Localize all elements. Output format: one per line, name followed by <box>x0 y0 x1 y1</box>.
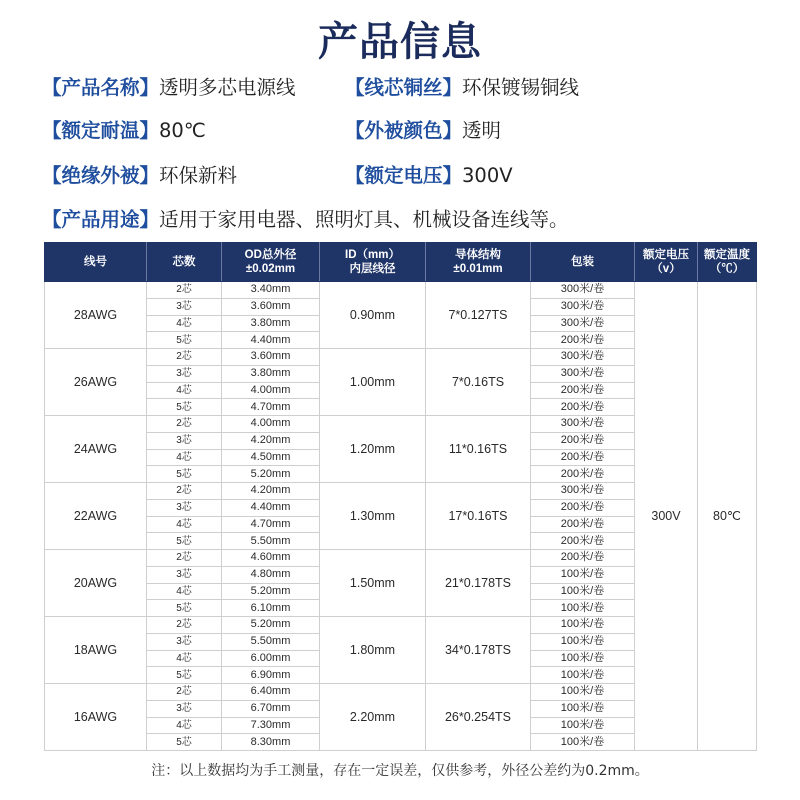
inner-diameter-cell: 1.50mm <box>320 550 426 617</box>
packing-cell: 200米/卷 <box>531 332 635 349</box>
packing-cell: 200米/卷 <box>531 449 635 466</box>
header-cores <box>147 243 222 282</box>
od-cell: 4.00mm <box>222 382 320 399</box>
header-packing <box>531 243 635 282</box>
packing-cell: 200米/卷 <box>531 550 635 567</box>
od-cell: 4.20mm <box>222 432 320 449</box>
cores-cell: 5芯 <box>147 466 222 483</box>
od-cell: 4.00mm <box>222 416 320 433</box>
gauge-cell: 22AWG <box>45 483 147 550</box>
packing-cell: 200米/卷 <box>531 516 635 533</box>
insulation-item <box>42 164 237 188</box>
header-conductor-tolerance: ±0.01mm <box>453 263 503 275</box>
cores-cell: 4芯 <box>147 382 222 399</box>
rated-temperature-cell: 80℃ <box>698 282 757 751</box>
conductor-cell: 7*0.127TS <box>426 282 531 349</box>
packing-cell: 200米/卷 <box>531 466 635 483</box>
cores-cell: 4芯 <box>147 650 222 667</box>
header-od <box>222 243 320 282</box>
packing-cell: 200米/卷 <box>531 382 635 399</box>
core-wire-value: 环保镀锡铜线 <box>462 76 580 99</box>
cores-cell: 5芯 <box>147 734 222 751</box>
od-cell: 4.50mm <box>222 449 320 466</box>
inner-diameter-cell: 1.80mm <box>320 617 426 684</box>
header-rated-voltage <box>635 243 698 282</box>
cores-cell: 3芯 <box>147 499 222 516</box>
cores-cell: 5芯 <box>147 533 222 550</box>
header-gauge-text: 线号 <box>84 256 107 268</box>
packing-cell: 200米/卷 <box>531 432 635 449</box>
packing-cell: 300米/卷 <box>531 416 635 433</box>
od-cell: 4.80mm <box>222 566 320 583</box>
packing-cell: 100米/卷 <box>531 617 635 634</box>
conductor-cell: 21*0.178TS <box>426 550 531 617</box>
gauge-cell: 16AWG <box>45 684 147 751</box>
cores-cell: 4芯 <box>147 315 222 332</box>
footnote: 注：以上数据均为手工测量，存在一定误差，仅供参考，外径公差约为0.2mm。 <box>151 763 649 779</box>
header-od-text: OD总外径 <box>244 249 297 261</box>
rated-voltage-item <box>345 164 513 188</box>
od-cell: 4.40mm <box>222 499 320 516</box>
packing-cell: 100米/卷 <box>531 633 635 650</box>
packing-cell: 300米/卷 <box>531 365 635 382</box>
inner-diameter-cell: 1.20mm <box>320 416 426 483</box>
cores-cell: 3芯 <box>147 700 222 717</box>
header-cores-text: 芯数 <box>172 256 196 268</box>
conductor-cell: 11*0.16TS <box>426 416 531 483</box>
cores-cell: 3芯 <box>147 566 222 583</box>
product-name-label: 【产品名称】 <box>42 76 160 99</box>
table-header-row <box>45 243 757 282</box>
sheath-color-value: 透明 <box>462 119 502 142</box>
packing-cell: 300米/卷 <box>531 349 635 366</box>
packing-cell: 100米/卷 <box>531 734 635 751</box>
packing-cell: 300米/卷 <box>531 282 635 299</box>
cores-cell: 5芯 <box>147 667 222 684</box>
header-packing-text: 包装 <box>571 256 594 268</box>
insulation-label: 【绝缘外被】 <box>42 164 160 187</box>
spec-table-body <box>45 282 757 751</box>
od-cell: 7.30mm <box>222 717 320 734</box>
cores-cell: 3芯 <box>147 633 222 650</box>
header-rated-temperature-unit: （℃） <box>709 263 745 275</box>
conductor-cell: 17*0.16TS <box>426 483 531 550</box>
packing-cell: 200米/卷 <box>531 499 635 516</box>
rated-heat-value: 80℃ <box>159 119 206 142</box>
conductor-cell: 26*0.254TS <box>426 684 531 751</box>
packing-cell: 100米/卷 <box>531 566 635 583</box>
cores-cell: 2芯 <box>147 684 222 701</box>
gauge-cell: 18AWG <box>45 617 147 684</box>
insulation-value: 环保新料 <box>159 164 238 187</box>
od-cell: 6.90mm <box>222 667 320 684</box>
cores-cell: 3芯 <box>147 298 222 315</box>
packing-cell: 300米/卷 <box>531 298 635 315</box>
cores-cell: 3芯 <box>147 432 222 449</box>
packing-cell: 200米/卷 <box>531 533 635 550</box>
conductor-cell: 7*0.16TS <box>426 349 531 416</box>
header-inner-diameter <box>320 243 426 282</box>
od-cell: 6.40mm <box>222 684 320 701</box>
cores-cell: 4芯 <box>147 583 222 600</box>
rated-heat-item <box>42 119 206 143</box>
spec-table <box>44 242 757 751</box>
cores-cell: 2芯 <box>147 483 222 500</box>
product-usage-value: 适用于家用电器、照明灯具、机械设备连线等。 <box>159 208 569 231</box>
od-cell: 3.40mm <box>222 282 320 299</box>
od-cell: 6.00mm <box>222 650 320 667</box>
packing-cell: 100米/卷 <box>531 684 635 701</box>
cores-cell: 4芯 <box>147 449 222 466</box>
product-usage-label: 【产品用途】 <box>42 208 160 231</box>
product-name-item <box>42 76 296 100</box>
od-cell: 4.40mm <box>222 332 320 349</box>
gauge-cell: 24AWG <box>45 416 147 483</box>
od-cell: 8.30mm <box>222 734 320 751</box>
inner-diameter-cell: 1.00mm <box>320 349 426 416</box>
header-rated-temperature <box>698 243 757 282</box>
header-conductor <box>426 243 531 282</box>
header-rated-voltage-unit: （v） <box>651 263 681 275</box>
od-cell: 6.10mm <box>222 600 320 617</box>
gauge-cell: 20AWG <box>45 550 147 617</box>
cores-cell: 4芯 <box>147 516 222 533</box>
inner-diameter-cell: 2.20mm <box>320 684 426 751</box>
core-wire-label: 【线芯铜丝】 <box>345 76 463 99</box>
sheath-color-item <box>345 119 501 143</box>
cores-cell: 2芯 <box>147 349 222 366</box>
cores-cell: 5芯 <box>147 399 222 416</box>
od-cell: 3.80mm <box>222 365 320 382</box>
od-cell: 5.20mm <box>222 466 320 483</box>
sheath-color-label: 【外被颜色】 <box>345 119 463 142</box>
header-conductor-text: 导体结构 <box>455 249 501 261</box>
rated-voltage-label: 【额定电压】 <box>345 164 463 187</box>
od-cell: 5.20mm <box>222 583 320 600</box>
rated-voltage-cell: 300V <box>635 282 698 751</box>
packing-cell: 100米/卷 <box>531 700 635 717</box>
cores-cell: 5芯 <box>147 600 222 617</box>
packing-cell: 100米/卷 <box>531 717 635 734</box>
packing-cell: 200米/卷 <box>531 399 635 416</box>
product-usage-item <box>42 208 569 232</box>
packing-cell: 100米/卷 <box>531 583 635 600</box>
od-cell: 3.60mm <box>222 298 320 315</box>
product-name-value: 透明多芯电源线 <box>159 76 296 99</box>
od-cell: 3.60mm <box>222 349 320 366</box>
table-row <box>45 282 757 299</box>
gauge-cell: 28AWG <box>45 282 147 349</box>
page-title: 产品信息 <box>318 19 482 65</box>
od-cell: 6.70mm <box>222 700 320 717</box>
packing-cell: 100米/卷 <box>531 650 635 667</box>
cores-cell: 2芯 <box>147 416 222 433</box>
od-cell: 5.20mm <box>222 617 320 634</box>
core-wire-item <box>345 76 579 100</box>
od-cell: 4.70mm <box>222 516 320 533</box>
od-cell: 4.20mm <box>222 483 320 500</box>
packing-cell: 100米/卷 <box>531 667 635 684</box>
rated-heat-label: 【额定耐温】 <box>42 119 160 142</box>
od-cell: 4.60mm <box>222 550 320 567</box>
header-rated-temperature-text: 额定温度 <box>704 249 750 261</box>
header-gauge <box>45 243 147 282</box>
cores-cell: 4芯 <box>147 717 222 734</box>
header-rated-voltage-text: 额定电压 <box>643 249 689 261</box>
header-od-tolerance: ±0.02mm <box>245 263 296 275</box>
od-cell: 5.50mm <box>222 633 320 650</box>
od-cell: 3.80mm <box>222 315 320 332</box>
cores-cell: 2芯 <box>147 617 222 634</box>
header-inner-diameter-sub: 内层线径 <box>349 263 396 275</box>
cores-cell: 2芯 <box>147 550 222 567</box>
cores-cell: 5芯 <box>147 332 222 349</box>
inner-diameter-cell: 1.30mm <box>320 483 426 550</box>
packing-cell: 300米/卷 <box>531 315 635 332</box>
gauge-cell: 26AWG <box>45 349 147 416</box>
cores-cell: 3芯 <box>147 365 222 382</box>
od-cell: 4.70mm <box>222 399 320 416</box>
header-inner-diameter-text: ID（mm） <box>345 249 400 261</box>
inner-diameter-cell: 0.90mm <box>320 282 426 349</box>
packing-cell: 300米/卷 <box>531 483 635 500</box>
conductor-cell: 34*0.178TS <box>426 617 531 684</box>
packing-cell: 100米/卷 <box>531 600 635 617</box>
od-cell: 5.50mm <box>222 533 320 550</box>
rated-voltage-value: 300V <box>462 164 513 187</box>
cores-cell: 2芯 <box>147 282 222 299</box>
